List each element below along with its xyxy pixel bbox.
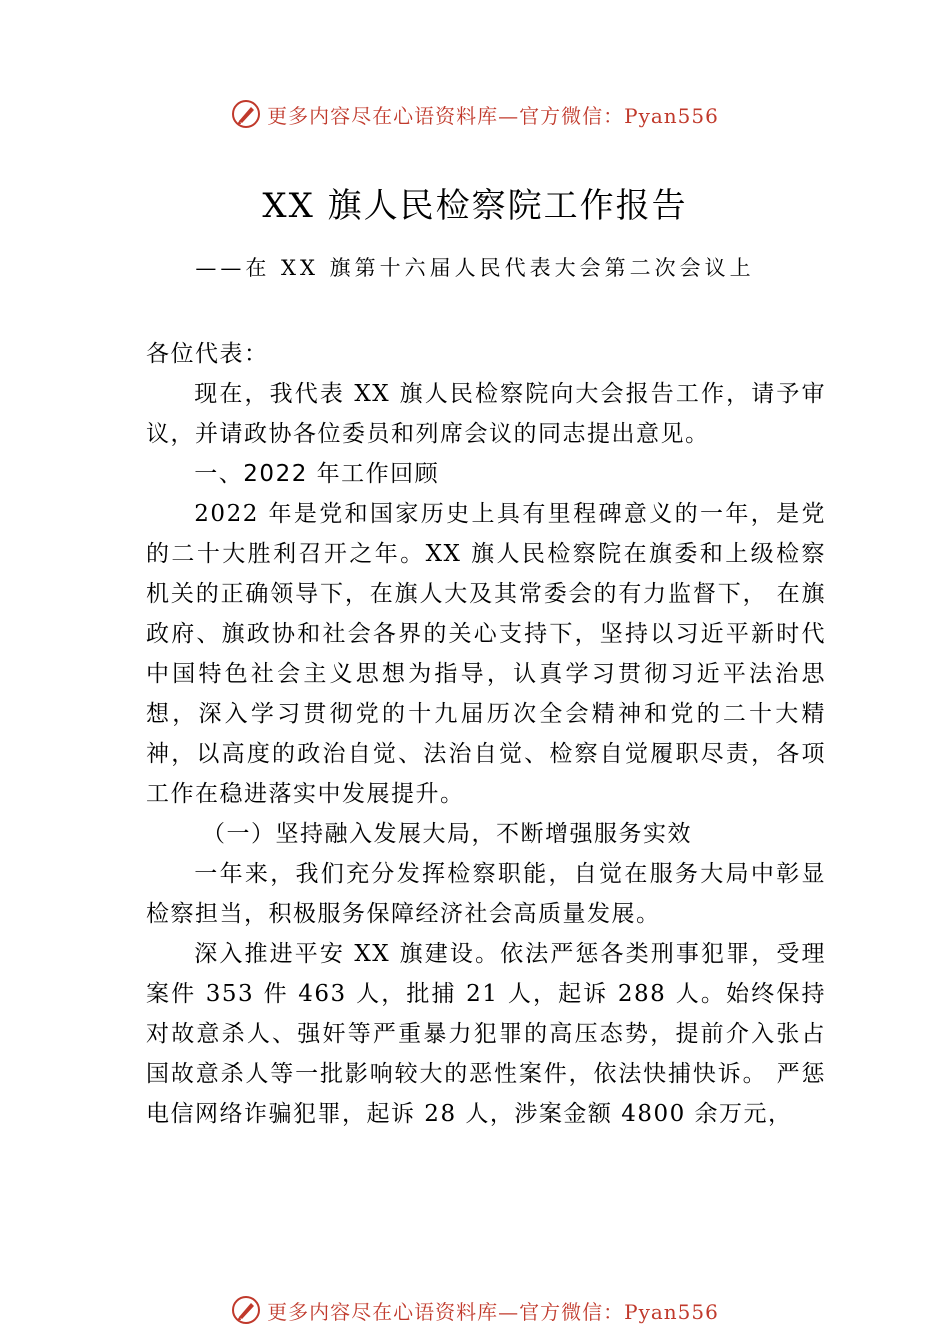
section-body-paragraph: 2022 年是党和国家历史上具有里程碑意义的一年，是党的二十大胜利召开之年。XX 旗人民检察院在旗委和上级检察机关的正确领导下，在旗人大及其常委会的有力监督下， 在旗政府、旗政协和社会各界的关心支持下，坚持以习近平新时代中国特色社会主义思想为指导，认真学习贯彻习近平法治思想，深入学习贯彻党的十九届历次全会精神和党的二十大精神，以高度的政治自觉、法治自觉、检察自觉履职尽责，各项工作在稳进落实中发展提升。 <box>146 501 826 807</box>
intro-paragraph: 现在，我代表 XX 旗人民检察院向大会报告工作，请予审议，并请政协各位委员和列席会议的同志提出意见。 <box>146 381 826 447</box>
safety-paragraph: 深入推进平安 XX 旗建设。依法严惩各类刑事犯罪，受理案件 353 件 463 人，批捕 21 人，起诉 288 人。始终保持对故意杀人、强奸等严重暴力犯罪的高压态势，提前介入张占国故意杀人等一批影响较大的恶性案件，依法快捕快诉。 严惩电信网络诈骗犯罪，起诉 28 人，涉案金额 4800 余万元， <box>146 941 826 1127</box>
footer-watermark <box>0 1290 950 1330</box>
watermark-text: 更多内容尽在心语资料库—官方微信：Pyan556 <box>267 1299 719 1324</box>
section-heading: 一、2022 年工作回顾 <box>194 461 440 487</box>
subsection-heading: （一）坚持融入发展大局，不断增强服务实效 <box>202 821 692 847</box>
document-body <box>146 374 826 1134</box>
salutation: 各位代表： <box>146 341 269 367</box>
document-subtitle: ——在 XX 旗第十六届人民代表大会第二次会议上 <box>195 256 755 280</box>
subsection-body-paragraph: 一年来，我们充分发挥检察职能，自觉在服务大局中彰显检察担当，积极服务保障经济社会高质量发展。 <box>146 861 826 927</box>
header-watermark <box>0 94 950 134</box>
document-title: XX 旗人民检察院工作报告 <box>262 186 688 226</box>
pen-ink-logo-icon <box>231 1295 261 1325</box>
watermark-text: 更多内容尽在心语资料库—官方微信：Pyan556 <box>267 103 719 128</box>
pen-ink-logo-icon <box>231 99 261 129</box>
